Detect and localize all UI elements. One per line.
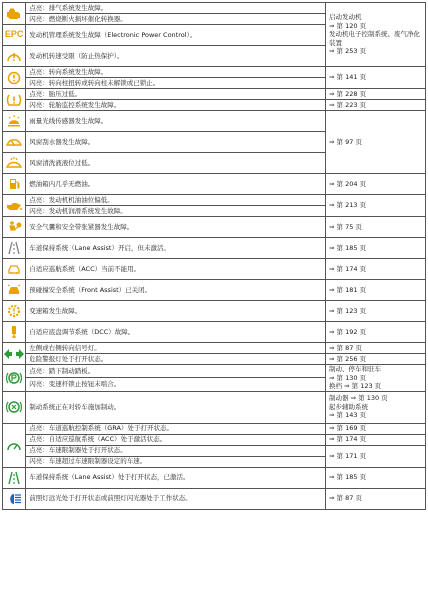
ref-cell-12: [326, 322, 426, 343]
ref-6-0: ⇒ 第 213 页: [329, 201, 367, 210]
ref-cell-20: [326, 467, 426, 488]
acc-car-icon: [3, 259, 26, 280]
ref-8-0: ⇒ 第 185 页: [329, 243, 367, 252]
row-19-line-0: 点亮：车道巡航控制系统（GRA）处于打开状态。: [26, 423, 326, 434]
row-9-line-1: 闪亮：发动机润滑系统发生故障。: [26, 206, 326, 217]
ref-cell-5: [326, 174, 426, 195]
row-21-line-0: 前照灯远光处于打开状态或前照灯闪光器处于工作状态。: [26, 488, 326, 509]
dcc-damper-icon: [3, 322, 26, 343]
row-10-line-0: 安全气囊和安全带张紧器发生故障。: [26, 217, 326, 238]
ref-10-0: ⇒ 第 181 页: [329, 285, 367, 294]
ref-15-1: ⇒ 第 130 页: [329, 373, 367, 382]
airbag-icon: [3, 217, 26, 238]
row-8-line-0: 燃油箱内几乎无燃油。: [26, 174, 326, 195]
row-1-line-0: 发动机管理系统发生故障（Electronic Power Control）。: [26, 25, 326, 46]
high-beam-icon: [3, 488, 26, 509]
row-3-line-1: 闪亮：转向柱扭转或转向柱未解锁或已锁止。: [26, 78, 326, 89]
tire-pressure-icon: [3, 89, 26, 111]
epc-icon: EPC: [3, 25, 26, 46]
ref-12-0: ⇒ 第 192 页: [329, 327, 367, 336]
ref-15-0: 制动、停车和驻车: [329, 365, 382, 373]
ref-14-0: ⇒ 第 256 页: [329, 354, 367, 363]
auto-hold-icon: [3, 391, 26, 423]
ref-cell-18: [326, 434, 426, 445]
ref-cell-13: [326, 343, 426, 354]
row-2-line-0: 发动机转速受限（防止热保护）。: [26, 46, 326, 67]
ref-15-2: 换档 ⇒ 第 123 页: [329, 382, 382, 390]
light-sensor-icon: [3, 111, 26, 132]
ref-cell-2: [326, 89, 426, 100]
row-16-line-0: 左侧或右侧转向信号灯。: [26, 343, 326, 354]
row-19-line-3: 闪亮：车速超过车速限制器设定的车速。: [26, 456, 326, 467]
ref-17-0: ⇒ 第 169 页: [329, 424, 367, 433]
ref-3-0: ⇒ 第 223 页: [329, 100, 367, 109]
row-17-line-0: 点亮：踏下制动踏板。: [26, 365, 326, 378]
cruise-control-icon: [3, 423, 26, 467]
ref-cell-4: [326, 111, 426, 174]
ref-cell-15: [326, 365, 426, 392]
ref-5-0: ⇒ 第 204 页: [329, 179, 367, 188]
ref-0-1: ⇒ 第 120 页: [329, 21, 367, 30]
ref-16-2: ⇒ 第 143 页: [329, 411, 367, 420]
row-20-line-0: 车道保持系统（Lane Assist）处于打开状态，已激活。: [26, 467, 326, 488]
ref-cell-0: [326, 3, 426, 67]
ref-cell-1: [326, 67, 426, 89]
ref-cell-7: [326, 217, 426, 238]
row-4-line-1: 闪亮：轮胎监控系统发生故障。: [26, 100, 326, 111]
row-3-line-0: 点亮：转向系统发生故障。: [26, 67, 326, 78]
ref-16-0: 制动器 ⇒ 第 130 页: [329, 394, 388, 403]
row-17-line-1: 闪亮：变速杆锁止按钮未啮合。: [26, 378, 326, 391]
row-19-line-1: 点亮：自适应巡航系统（ACC）处于激活状态。: [26, 434, 326, 445]
row-15-line-0: 自适应底盘调节系统（DCC）故障。: [26, 322, 326, 343]
ref-18-0: ⇒ 第 174 页: [329, 435, 367, 444]
row-0-line-0: 点亮：排气系统发生故障。: [26, 3, 326, 14]
parking-brake-icon: [3, 365, 26, 392]
ref-0-0: 启动发动机: [329, 13, 362, 22]
washer-fluid-icon: [3, 153, 26, 174]
lane-assist-icon: [3, 238, 26, 259]
wiper-icon: [3, 132, 26, 153]
ref-7-0: ⇒ 第 75 页: [329, 222, 362, 231]
row-5-line-0: 雨量光线传感器发生故障。: [26, 111, 326, 132]
oil-can-icon: [3, 195, 26, 217]
row-12-line-0: 自适应巡航系统（ACC）当前不能用。: [26, 259, 326, 280]
ref-19-0: ⇒ 第 171 页: [329, 451, 367, 460]
row-11-line-0: 车道保持系统（Lane Assist）开启，但未激活。: [26, 238, 326, 259]
row-4-line-0: 点亮：胎压过低。: [26, 89, 326, 100]
ref-9-0: ⇒ 第 174 页: [329, 264, 367, 273]
lane-assist-active-icon: [3, 467, 26, 488]
front-assist-icon: [3, 280, 26, 301]
ref-cell-9: [326, 259, 426, 280]
ref-cell-16: [326, 391, 426, 423]
row-9-line-0: 点亮：发动机机油油位偏低。: [26, 195, 326, 206]
ref-cell-21: [326, 488, 426, 509]
ref-cell-3: [326, 100, 426, 111]
warning-lights-table: [2, 2, 426, 510]
row-16-line-1: 危险警报灯处于打开状态。: [26, 354, 326, 365]
steering-wheel-warning-icon: [3, 67, 26, 89]
row-7-line-0: 风窗清洗液液位过低。: [26, 153, 326, 174]
ref-cell-10: [326, 280, 426, 301]
row-19-line-2: 点亮：车速限制器处于打开状态。: [26, 445, 326, 456]
row-6-line-0: 风窗刮水器发生故障。: [26, 132, 326, 153]
ref-21-0: ⇒ 第 87 页: [329, 494, 362, 503]
ref-11-0: ⇒ 第 123 页: [329, 306, 367, 315]
engine-speed-limit-icon: [3, 46, 26, 67]
ref-0-3: ⇒ 第 253 页: [329, 47, 367, 56]
ref-cell-11: [326, 301, 426, 322]
ref-cell-8: [326, 238, 426, 259]
ref-cell-6: [326, 195, 426, 217]
row-13-line-0: 预碰撞安全系统（Front Assist）已关闭。: [26, 280, 326, 301]
ref-16-1: 起步辅助系统: [329, 402, 369, 411]
ref-1-0: ⇒ 第 141 页: [329, 73, 367, 82]
ref-13-0: ⇒ 第 87 页: [329, 343, 362, 352]
row-14-line-0: 变速箱发生故障。: [26, 301, 326, 322]
engine-warning-icon: [3, 3, 26, 25]
row-18-line-0: 制动系统正在对轿车施加制动。: [26, 391, 326, 423]
turn-signal-icon: [3, 343, 26, 365]
ref-cell-14: [326, 354, 426, 365]
gear-warning-icon: [3, 301, 26, 322]
ref-20-0: ⇒ 第 185 页: [329, 473, 367, 482]
fuel-pump-icon: [3, 174, 26, 195]
ref-cell-19: [326, 445, 426, 467]
row-0-line-1: 闪亮：燃烧断火损坏催化转换器。: [26, 14, 326, 25]
ref-cell-17: [326, 423, 426, 434]
ref-0-2: 发动机电子控制系统、废气净化装置: [329, 30, 421, 47]
ref-4-0: ⇒ 第 97 页: [329, 137, 362, 146]
ref-2-0: ⇒ 第 228 页: [329, 89, 367, 98]
